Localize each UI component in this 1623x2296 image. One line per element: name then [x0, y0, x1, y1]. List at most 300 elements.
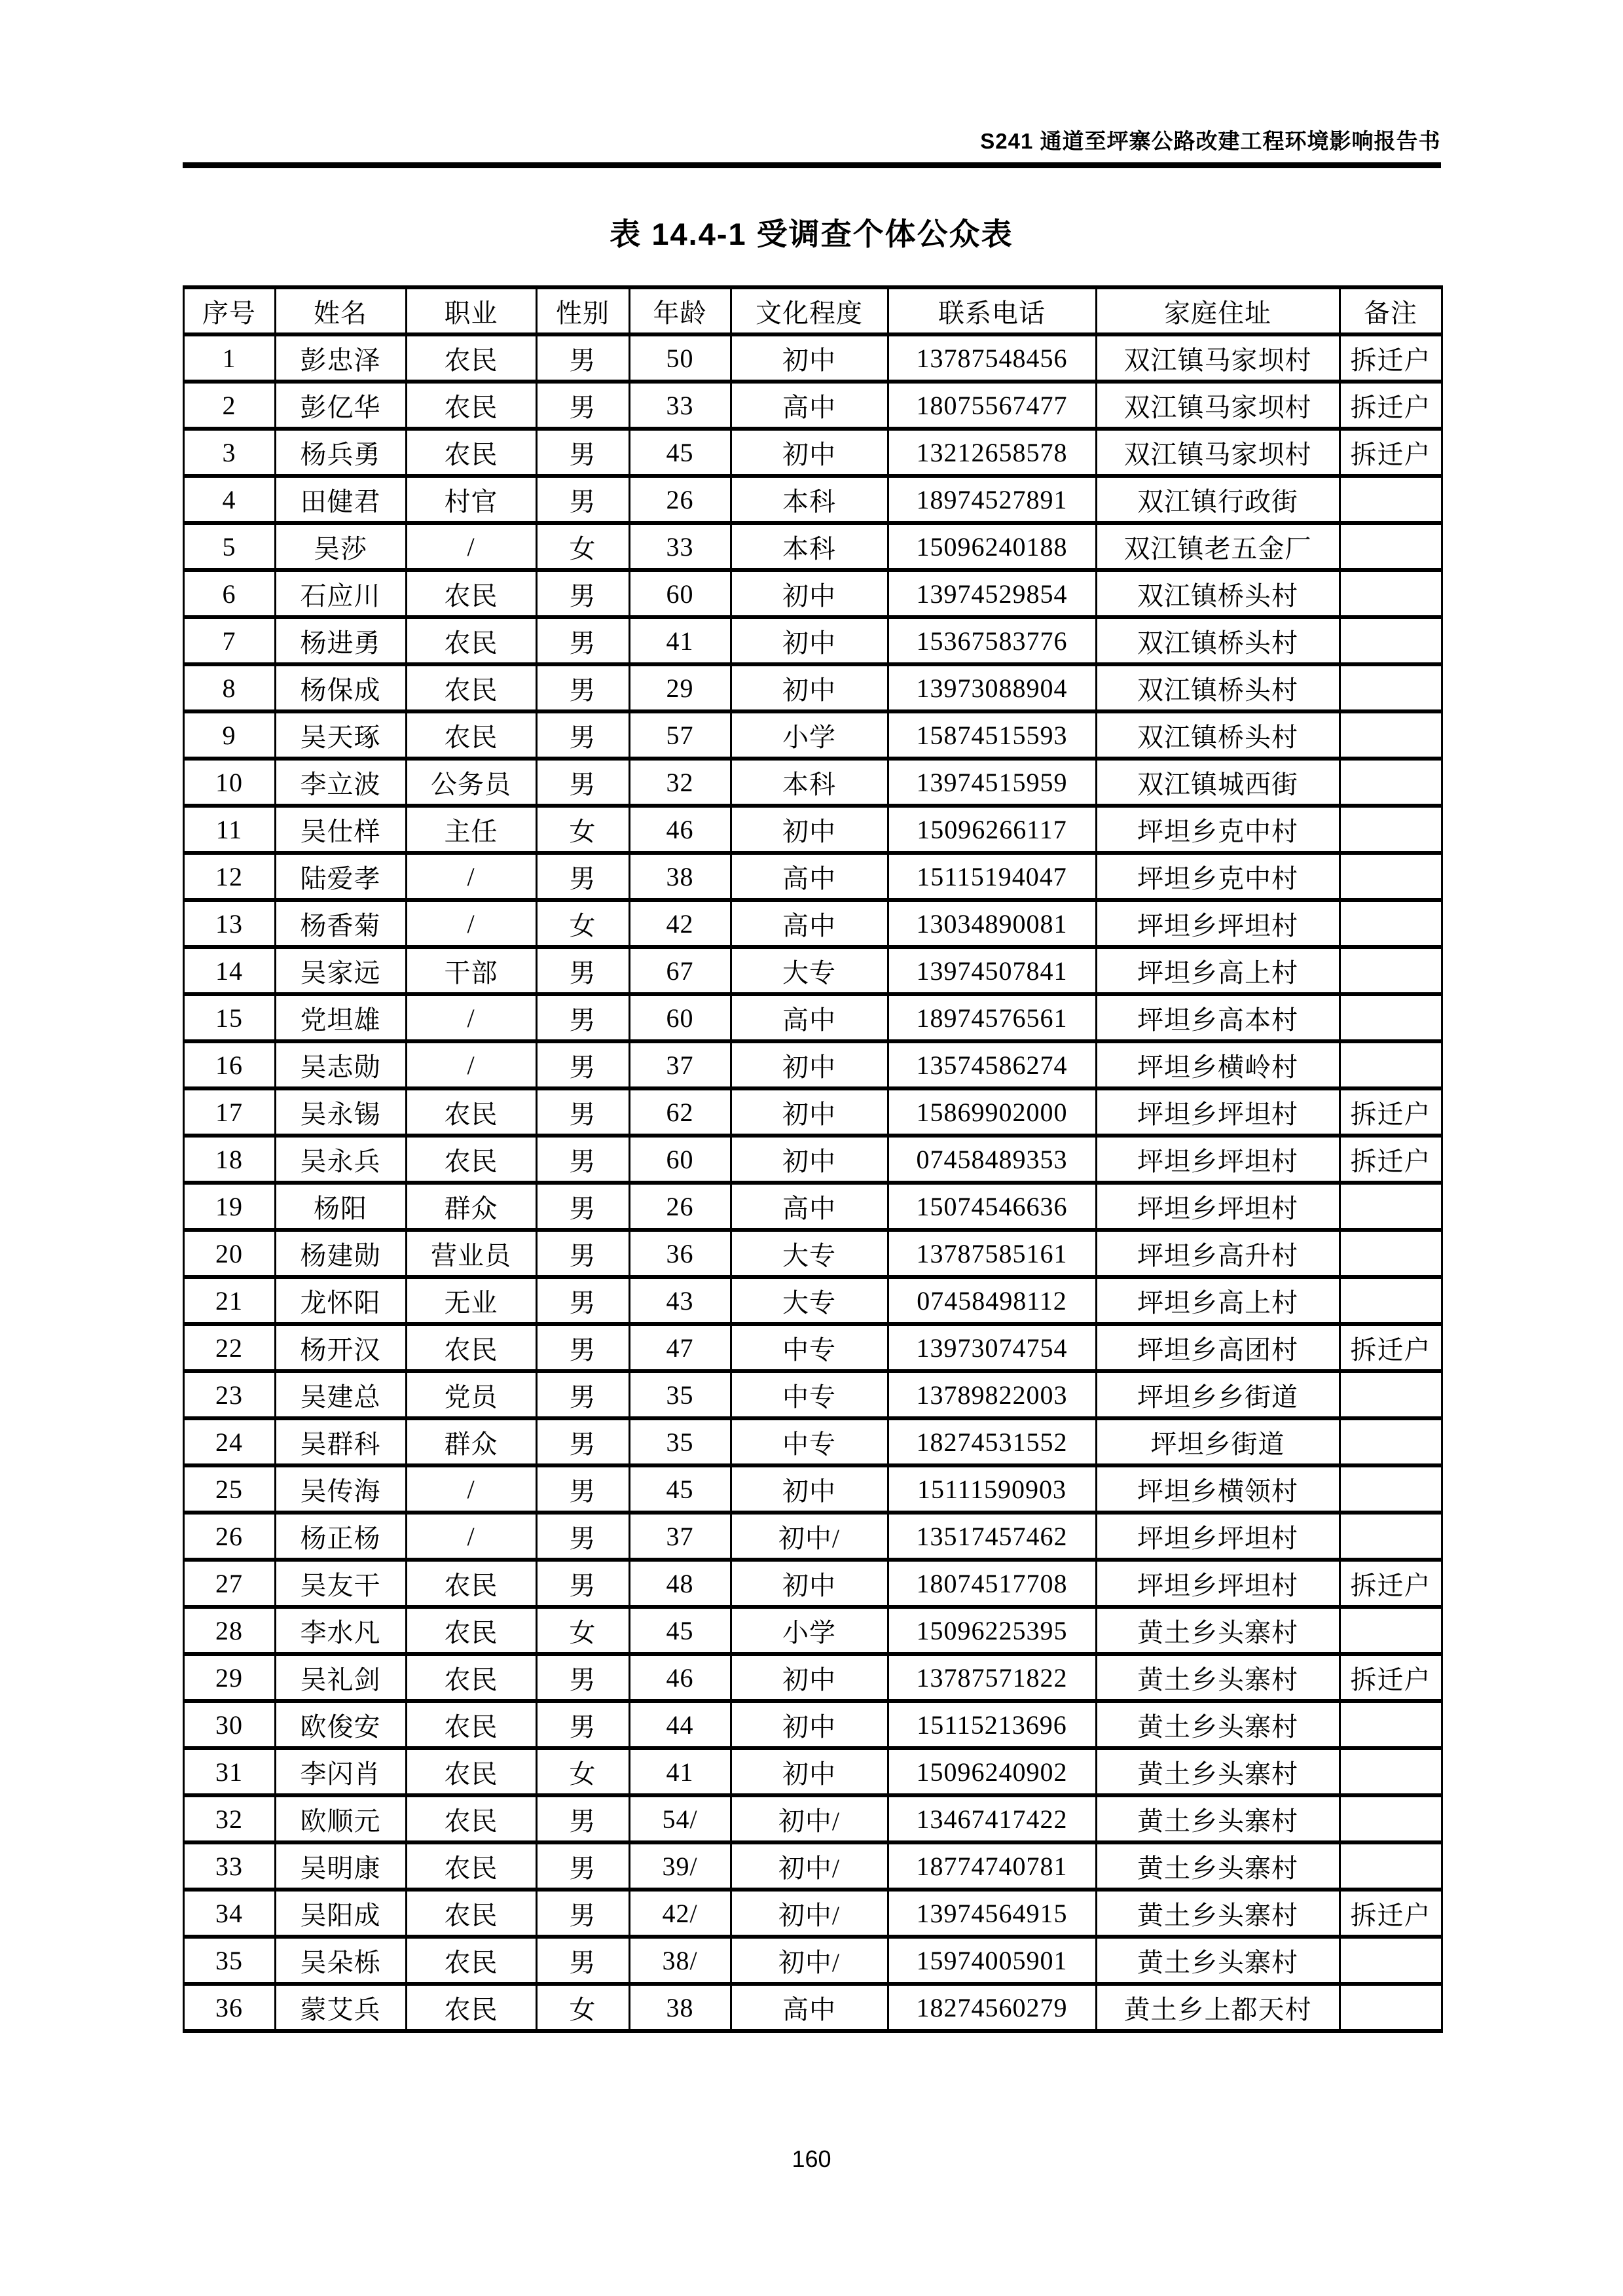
cell-name: 吴永兵	[275, 1136, 406, 1183]
cell-no: 12	[183, 853, 275, 900]
table-row	[183, 1513, 1442, 1560]
cell-no: 32	[183, 1795, 275, 1842]
cell-name: 杨阳	[275, 1183, 406, 1230]
cell-phone: 18274560279	[888, 1984, 1096, 2031]
cell-remark	[1340, 759, 1442, 806]
cell-education: 初中	[731, 570, 888, 617]
table-row	[183, 1937, 1442, 1984]
cell-occupation: 农民	[406, 1607, 536, 1654]
cell-occupation: 农民	[406, 1842, 536, 1890]
cell-gender: 男	[536, 1088, 629, 1136]
cell-remark	[1340, 1513, 1442, 1560]
cell-no: 18	[183, 1136, 275, 1183]
cell-age: 32	[629, 759, 731, 806]
cell-address: 黄土乡头寨村	[1096, 1607, 1340, 1654]
cell-remark: 拆迁户	[1340, 382, 1442, 429]
cell-gender: 女	[536, 900, 629, 947]
cell-name: 吴莎	[275, 523, 406, 570]
doc-header-text: S241 通道至坪寨公路改建工程环境影响报告书	[980, 129, 1441, 153]
table-row	[183, 1842, 1442, 1890]
cell-phone: 07458498112	[888, 1277, 1096, 1324]
cell-gender: 男	[536, 947, 629, 994]
cell-gender: 男	[536, 617, 629, 664]
cell-age: 62	[629, 1088, 731, 1136]
cell-no: 30	[183, 1701, 275, 1748]
cell-no: 15	[183, 994, 275, 1041]
cell-name: 吴家远	[275, 947, 406, 994]
table-row	[183, 711, 1442, 759]
cell-occupation: 无业	[406, 1277, 536, 1324]
col-header-remark: 备注	[1340, 287, 1442, 334]
cell-address: 黄土乡头寨村	[1096, 1748, 1340, 1795]
cell-address: 黄土乡头寨村	[1096, 1795, 1340, 1842]
cell-name: 杨香菊	[275, 900, 406, 947]
cell-remark	[1340, 1183, 1442, 1230]
cell-occupation: /	[406, 900, 536, 947]
cell-no: 19	[183, 1183, 275, 1230]
cell-occupation: /	[406, 853, 536, 900]
table-row	[183, 664, 1442, 711]
cell-education: 中专	[731, 1371, 888, 1418]
cell-address: 坪坦乡坪坦村	[1096, 1513, 1340, 1560]
cell-age: 57	[629, 711, 731, 759]
cell-gender: 男	[536, 1041, 629, 1088]
cell-no: 33	[183, 1842, 275, 1890]
cell-remark	[1340, 570, 1442, 617]
cell-education: 初中	[731, 1560, 888, 1607]
cell-address: 双江镇行政街	[1096, 476, 1340, 523]
cell-occupation: 主任	[406, 806, 536, 853]
cell-gender: 男	[536, 664, 629, 711]
table-row	[183, 1088, 1442, 1136]
cell-age: 43	[629, 1277, 731, 1324]
cell-gender: 男	[536, 759, 629, 806]
cell-occupation: /	[406, 1041, 536, 1088]
cell-education: 初中	[731, 334, 888, 382]
cell-age: 45	[629, 1465, 731, 1513]
cell-remark	[1340, 900, 1442, 947]
cell-remark	[1340, 1842, 1442, 1890]
cell-gender: 男	[536, 429, 629, 476]
cell-address: 坪坦乡坪坦村	[1096, 900, 1340, 947]
cell-occupation: 农民	[406, 1701, 536, 1748]
table-row	[183, 1654, 1442, 1701]
cell-gender: 男	[536, 476, 629, 523]
cell-occupation: 农民	[406, 1890, 536, 1937]
cell-name: 吴明康	[275, 1842, 406, 1890]
cell-address: 坪坦乡坪坦村	[1096, 1560, 1340, 1607]
cell-address: 双江镇桥头村	[1096, 617, 1340, 664]
page-number: 160	[792, 2145, 831, 2173]
cell-education: 小学	[731, 1607, 888, 1654]
cell-phone: 15111590903	[888, 1465, 1096, 1513]
cell-name: 李水凡	[275, 1607, 406, 1654]
cell-age: 35	[629, 1418, 731, 1465]
cell-gender: 男	[536, 1230, 629, 1277]
table-row	[183, 1701, 1442, 1748]
cell-no: 31	[183, 1748, 275, 1795]
cell-occupation: /	[406, 994, 536, 1041]
cell-address: 双江镇桥头村	[1096, 664, 1340, 711]
cell-address: 坪坦乡坪坦村	[1096, 1136, 1340, 1183]
cell-no: 22	[183, 1324, 275, 1371]
cell-age: 36	[629, 1230, 731, 1277]
cell-address: 黄土乡头寨村	[1096, 1890, 1340, 1937]
cell-no: 35	[183, 1937, 275, 1984]
cell-remark	[1340, 806, 1442, 853]
cell-name: 吴阳成	[275, 1890, 406, 1937]
cell-occupation: 公务员	[406, 759, 536, 806]
cell-education: 大专	[731, 1230, 888, 1277]
cell-remark	[1340, 1984, 1442, 2031]
cell-remark	[1340, 476, 1442, 523]
cell-education: 初中	[731, 1088, 888, 1136]
cell-gender: 男	[536, 1277, 629, 1324]
cell-gender: 女	[536, 806, 629, 853]
cell-phone: 18075567477	[888, 382, 1096, 429]
cell-address: 双江镇城西街	[1096, 759, 1340, 806]
cell-name: 田健君	[275, 476, 406, 523]
cell-name: 杨兵勇	[275, 429, 406, 476]
cell-age: 41	[629, 617, 731, 664]
cell-gender: 男	[536, 711, 629, 759]
cell-remark	[1340, 853, 1442, 900]
cell-address: 坪坦乡横领村	[1096, 1465, 1340, 1513]
cell-phone: 15869902000	[888, 1088, 1096, 1136]
page-content	[183, 0, 1441, 2173]
cell-phone: 15874515593	[888, 711, 1096, 759]
table-row	[183, 523, 1442, 570]
cell-remark	[1340, 1418, 1442, 1465]
cell-name: 吴友干	[275, 1560, 406, 1607]
cell-gender: 男	[536, 1842, 629, 1890]
cell-name: 李立波	[275, 759, 406, 806]
cell-gender: 男	[536, 1465, 629, 1513]
cell-education: 初中	[731, 1041, 888, 1088]
cell-education: 本科	[731, 759, 888, 806]
cell-gender: 男	[536, 1890, 629, 1937]
cell-phone: 13467417422	[888, 1795, 1096, 1842]
cell-gender: 男	[536, 334, 629, 382]
cell-address: 双江镇桥头村	[1096, 570, 1340, 617]
table-row	[183, 382, 1442, 429]
survey-table	[183, 285, 1443, 2033]
cell-remark	[1340, 1277, 1442, 1324]
table-row	[183, 1041, 1442, 1088]
col-header-phone: 联系电话	[888, 287, 1096, 334]
cell-address: 双江镇马家坝村	[1096, 429, 1340, 476]
cell-address: 双江镇马家坝村	[1096, 382, 1340, 429]
cell-gender: 男	[536, 1371, 629, 1418]
table-row	[183, 759, 1442, 806]
cell-education: 初中	[731, 806, 888, 853]
cell-remark: 拆迁户	[1340, 1560, 1442, 1607]
cell-occupation: 农民	[406, 1984, 536, 2031]
cell-remark: 拆迁户	[1340, 1088, 1442, 1136]
cell-age: 38	[629, 853, 731, 900]
cell-no: 14	[183, 947, 275, 994]
cell-address: 坪坦乡高升村	[1096, 1230, 1340, 1277]
cell-occupation: 农民	[406, 429, 536, 476]
cell-remark	[1340, 994, 1442, 1041]
cell-phone: 13789822003	[888, 1371, 1096, 1418]
cell-phone: 15115213696	[888, 1701, 1096, 1748]
cell-no: 10	[183, 759, 275, 806]
cell-occupation: 农民	[406, 382, 536, 429]
cell-no: 4	[183, 476, 275, 523]
table-row	[183, 947, 1442, 994]
table-row	[183, 1371, 1442, 1418]
cell-education: 高中	[731, 1183, 888, 1230]
cell-age: 38/	[629, 1937, 731, 1984]
cell-no: 6	[183, 570, 275, 617]
col-header-occupation: 职业	[406, 287, 536, 334]
table-row	[183, 1748, 1442, 1795]
cell-name: 吴群科	[275, 1418, 406, 1465]
cell-age: 45	[629, 429, 731, 476]
cell-name: 吴传海	[275, 1465, 406, 1513]
cell-phone: 13212658578	[888, 429, 1096, 476]
cell-age: 54/	[629, 1795, 731, 1842]
cell-name: 杨开汉	[275, 1324, 406, 1371]
col-header-address: 家庭住址	[1096, 287, 1340, 334]
cell-gender: 男	[536, 570, 629, 617]
cell-occupation: /	[406, 1513, 536, 1560]
table-row	[183, 1984, 1442, 2031]
table-row	[183, 900, 1442, 947]
cell-age: 42/	[629, 1890, 731, 1937]
cell-remark: 拆迁户	[1340, 1324, 1442, 1371]
table-row	[183, 994, 1442, 1041]
cell-phone: 18974527891	[888, 476, 1096, 523]
cell-gender: 男	[536, 1324, 629, 1371]
cell-occupation: 群众	[406, 1418, 536, 1465]
cell-address: 坪坦乡高本村	[1096, 994, 1340, 1041]
cell-phone: 13974515959	[888, 759, 1096, 806]
cell-gender: 男	[536, 1701, 629, 1748]
cell-occupation: /	[406, 1465, 536, 1513]
cell-gender: 男	[536, 1513, 629, 1560]
cell-education: 初中	[731, 617, 888, 664]
cell-phone: 15074546636	[888, 1183, 1096, 1230]
table-row	[183, 1183, 1442, 1230]
cell-phone: 15096266117	[888, 806, 1096, 853]
cell-education: 初中	[731, 429, 888, 476]
header-rule	[183, 162, 1441, 168]
cell-no: 20	[183, 1230, 275, 1277]
cell-no: 25	[183, 1465, 275, 1513]
cell-remark: 拆迁户	[1340, 1136, 1442, 1183]
cell-education: 初中/	[731, 1513, 888, 1560]
cell-phone: 15096225395	[888, 1607, 1096, 1654]
cell-address: 坪坦乡乡街道	[1096, 1371, 1340, 1418]
cell-name: 吴仕样	[275, 806, 406, 853]
cell-phone: 13034890081	[888, 900, 1096, 947]
cell-education: 初中	[731, 664, 888, 711]
cell-education: 初中/	[731, 1795, 888, 1842]
cell-remark: 拆迁户	[1340, 429, 1442, 476]
table-row	[183, 1795, 1442, 1842]
cell-name: 吴志勋	[275, 1041, 406, 1088]
cell-address: 坪坦乡克中村	[1096, 853, 1340, 900]
cell-remark	[1340, 1795, 1442, 1842]
cell-address: 坪坦乡街道	[1096, 1418, 1340, 1465]
cell-remark	[1340, 711, 1442, 759]
cell-gender: 女	[536, 523, 629, 570]
cell-name: 吴朵栎	[275, 1937, 406, 1984]
cell-address: 黄土乡头寨村	[1096, 1842, 1340, 1890]
cell-education: 初中	[731, 1748, 888, 1795]
col-header-gender: 性别	[536, 287, 629, 334]
cell-occupation: 农民	[406, 1136, 536, 1183]
cell-gender: 女	[536, 1748, 629, 1795]
cell-occupation: 党员	[406, 1371, 536, 1418]
table-body	[183, 334, 1442, 2031]
cell-age: 35	[629, 1371, 731, 1418]
cell-name: 蒙艾兵	[275, 1984, 406, 2031]
cell-name: 石应川	[275, 570, 406, 617]
cell-phone: 15096240188	[888, 523, 1096, 570]
cell-education: 初中	[731, 1136, 888, 1183]
cell-age: 60	[629, 570, 731, 617]
cell-no: 1	[183, 334, 275, 382]
cell-phone: 13787571822	[888, 1654, 1096, 1701]
cell-address: 坪坦乡高团村	[1096, 1324, 1340, 1371]
cell-gender: 男	[536, 1136, 629, 1183]
cell-no: 17	[183, 1088, 275, 1136]
cell-phone: 13973074754	[888, 1324, 1096, 1371]
cell-education: 初中	[731, 1701, 888, 1748]
cell-age: 26	[629, 1183, 731, 1230]
cell-gender: 男	[536, 1654, 629, 1701]
cell-remark	[1340, 1937, 1442, 1984]
col-header-no: 序号	[183, 287, 275, 334]
cell-gender: 男	[536, 1795, 629, 1842]
cell-education: 初中/	[731, 1937, 888, 1984]
cell-no: 7	[183, 617, 275, 664]
cell-age: 67	[629, 947, 731, 994]
cell-phone: 18274531552	[888, 1418, 1096, 1465]
cell-education: 大专	[731, 1277, 888, 1324]
cell-occupation: /	[406, 523, 536, 570]
cell-occupation: 农民	[406, 1088, 536, 1136]
cell-occupation: 农民	[406, 1324, 536, 1371]
table-row	[183, 1277, 1442, 1324]
cell-gender: 女	[536, 1984, 629, 2031]
cell-address: 坪坦乡克中村	[1096, 806, 1340, 853]
cell-no: 24	[183, 1418, 275, 1465]
table-row	[183, 1324, 1442, 1371]
cell-occupation: 农民	[406, 617, 536, 664]
cell-age: 46	[629, 806, 731, 853]
cell-no: 26	[183, 1513, 275, 1560]
cell-no: 34	[183, 1890, 275, 1937]
table-row	[183, 570, 1442, 617]
cell-remark: 拆迁户	[1340, 334, 1442, 382]
cell-name: 杨进勇	[275, 617, 406, 664]
cell-occupation: 村官	[406, 476, 536, 523]
cell-remark	[1340, 947, 1442, 994]
cell-education: 本科	[731, 476, 888, 523]
col-header-name: 姓名	[275, 287, 406, 334]
table-row	[183, 1560, 1442, 1607]
cell-age: 38	[629, 1984, 731, 2031]
cell-occupation: 农民	[406, 664, 536, 711]
cell-gender: 男	[536, 1560, 629, 1607]
cell-remark	[1340, 1230, 1442, 1277]
cell-phone: 18974576561	[888, 994, 1096, 1041]
cell-no: 9	[183, 711, 275, 759]
cell-phone: 13787585161	[888, 1230, 1096, 1277]
cell-gender: 男	[536, 1183, 629, 1230]
cell-education: 中专	[731, 1418, 888, 1465]
cell-name: 欧顺元	[275, 1795, 406, 1842]
cell-education: 高中	[731, 853, 888, 900]
cell-education: 初中	[731, 1465, 888, 1513]
cell-occupation: 农民	[406, 1748, 536, 1795]
cell-address: 双江镇桥头村	[1096, 711, 1340, 759]
cell-address: 黄土乡头寨村	[1096, 1937, 1340, 1984]
cell-no: 29	[183, 1654, 275, 1701]
cell-address: 坪坦乡坪坦村	[1096, 1088, 1340, 1136]
cell-remark	[1340, 1701, 1442, 1748]
cell-phone: 18774740781	[888, 1842, 1096, 1890]
cell-name: 彭忠泽	[275, 334, 406, 382]
cell-name: 吴建总	[275, 1371, 406, 1418]
cell-age: 45	[629, 1607, 731, 1654]
cell-age: 50	[629, 334, 731, 382]
cell-phone: 15974005901	[888, 1937, 1096, 1984]
cell-phone: 13574586274	[888, 1041, 1096, 1088]
cell-phone: 15096240902	[888, 1748, 1096, 1795]
cell-occupation: 农民	[406, 1560, 536, 1607]
cell-remark	[1340, 1465, 1442, 1513]
cell-age: 39/	[629, 1842, 731, 1890]
cell-occupation: 农民	[406, 570, 536, 617]
cell-occupation: 农民	[406, 1654, 536, 1701]
col-header-education: 文化程度	[731, 287, 888, 334]
table-row	[183, 1230, 1442, 1277]
cell-name: 吴永锡	[275, 1088, 406, 1136]
cell-education: 高中	[731, 1984, 888, 2031]
cell-phone: 15367583776	[888, 617, 1096, 664]
cell-address: 坪坦乡高上村	[1096, 947, 1340, 994]
cell-age: 33	[629, 523, 731, 570]
cell-no: 21	[183, 1277, 275, 1324]
cell-address: 坪坦乡横岭村	[1096, 1041, 1340, 1088]
cell-phone: 13787548456	[888, 334, 1096, 382]
cell-no: 27	[183, 1560, 275, 1607]
cell-occupation: 营业员	[406, 1230, 536, 1277]
cell-address: 黄土乡头寨村	[1096, 1654, 1340, 1701]
cell-name: 吴天琢	[275, 711, 406, 759]
cell-phone: 07458489353	[888, 1136, 1096, 1183]
cell-age: 47	[629, 1324, 731, 1371]
table-row	[183, 1136, 1442, 1183]
cell-remark	[1340, 1607, 1442, 1654]
cell-education: 高中	[731, 900, 888, 947]
cell-education: 中专	[731, 1324, 888, 1371]
cell-address: 坪坦乡坪坦村	[1096, 1183, 1340, 1230]
cell-gender: 男	[536, 382, 629, 429]
cell-age: 60	[629, 1136, 731, 1183]
cell-age: 37	[629, 1513, 731, 1560]
cell-education: 高中	[731, 382, 888, 429]
cell-remark: 拆迁户	[1340, 1654, 1442, 1701]
cell-remark: 拆迁户	[1340, 1890, 1442, 1937]
cell-age: 26	[629, 476, 731, 523]
cell-education: 小学	[731, 711, 888, 759]
